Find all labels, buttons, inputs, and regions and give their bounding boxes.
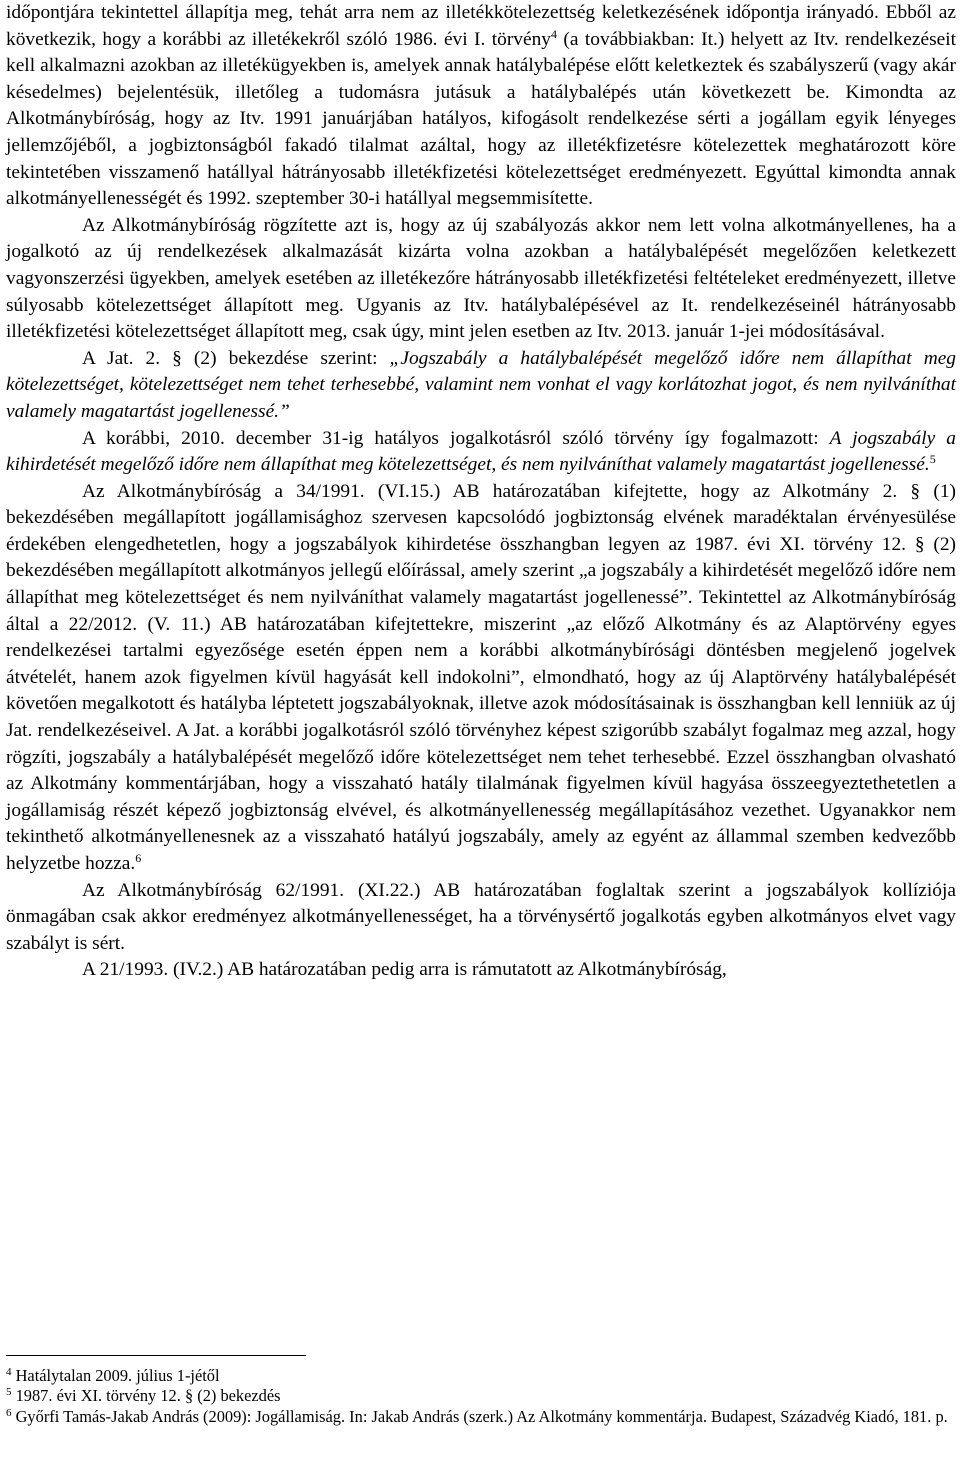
footnote — [6, 1386, 956, 1406]
paragraph — [6, 346, 956, 426]
body-text — [6, 0, 956, 984]
text-run: Az Alkotmánybíróság 62/1991. (XI.22.) AB határozatában foglaltak szerint a jogszabályok kollíziója önmagában csak akkor eredményez alkotmányellenességet, ha a törvénysértő jogalkotás egyben alkotmányos elvet vagy szabályt is sért. — [6, 879, 956, 954]
paragraph — [6, 426, 956, 479]
footnote — [6, 1407, 956, 1427]
footnote-ref: 6 — [135, 851, 142, 865]
footnote-number: 6 — [6, 1406, 12, 1419]
text-run: A 21/1993. (IV.2.) AB határozatában pedig arra is rámutatott az Alkotmánybíróság, — [82, 959, 727, 981]
footnote-number: 5 — [6, 1386, 12, 1399]
text-run: Az Alkotmánybíróság rögzítette azt is, hogy az új szabályozás akkor nem lett volna alkotmányellenes, ha a jogalkotó az új rendelkezések alkalmazását kizárta volna azokban a hatálybalépését megelőzően keletkezett vagyonszerzési ügyekben, amelyek esetében az illetékezőre hátrányosabb illetékfizetési feltételeket eredményezett, illetve súlyosabb kötelezettséget állapított meg. Ugyanis az Itv. hatálybalépésével az It. rendelkezéseinél hátrányosabb illetékfizetési kötelezettséget állapított meg, csak úgy, mint jelen esetben az Itv. 2013. január 1-jei módosításával. — [6, 214, 956, 343]
text-run: A korábbi, 2010. december 31-ig hatályos jogalkotásról szóló törvény így fogalmazott: — [82, 427, 830, 449]
footnote-text: Hatálytalan 2009. július 1-jétől — [11, 1366, 220, 1385]
quote-text: A jogszabály a kihirdetését megelőző időre nem állapíthat meg kötelezettséget, és nem nyilváníthat valamely magatartást jogellenessé. — [6, 427, 956, 476]
quote-text: „Jogszabály a hatálybalépését megelőző időre nem állapíthat meg kötelezettséget, kötelezettséget nem tehet terhesebbé, valamint nem vonhat el vagy korlátozhat jogot, és nem nyilváníthat valamely magatartást jogellenessé.” — [6, 347, 956, 422]
paragraph — [6, 957, 956, 984]
text-run: A Jat. 2. § (2) bekezdése szerint: — [82, 347, 390, 369]
footnote-ref: 4 — [551, 26, 558, 41]
footnote-separator — [6, 1355, 306, 1356]
document-page — [6, 0, 956, 1426]
text-run: Az Alkotmánybíróság a 34/1991. (VI.15.) AB határozatában kifejtette, hogy az Alkotmány 2. § (1) bekezdésében megállapított jogállamisághoz szervesen kapcsolódó jogbiztonság elvének maradéktalan érvényesülése érdekében elengedhetetlen, hogy a jogszabályok kihirdetése összhangban legyen az 1987. évi XI. törvény 12. § (2) bekezdésében megállapított alkotmányos jellegű előírással, amely szerint „a jogszabály a kihirdetését megelőző időre nem állapíthat meg kötelezettséget és nem nyilváníthat valamely magatartást jogellenessé”. Tekintettel az Alkotmánybíróság által a 22/2012. (V. 11.) AB határozatában kifejtettekre, miszerint „az előző Alkotmány és az Alaptörvény egyes rendelkezései tartalmi egyezősége esetén éppen nem a korábbi alkotmánybírósági döntésben megjelenő jogelvek átvételét, hanem azok figyelmen kívül hagyását kell indokolni”, elmondható, hogy az új Alaptörvény hatálybalépését követően megalkotott és hatályba léptetett jogszabályoknak, illetve azok módosításainak is összhangban kell lenniük az új Jat. rendelkezéseivel. A Jat. a korábbi jogalkotásról szóló törvényhez képest szigorúbb szabályt fogalmaz meg azzal, hogy rögzíti, jogszabály a hatálybalépését megelőző időre kötelezettséget nem tehet terhesebbé. Ezzel összhangban olvasható az Alkotmány kommentárjában, hogy a visszaható hatály tilalmának figyelmen kívül hagyása összeegyeztethetetlen a jogállamiság részét képező jogbiztonság elvével, és alkotmányellenesség megállapításához vezethet. Ugyanakkor nem tekinthető alkotmányellenesnek az a visszaható hatályú jogszabály, amely az egyént az állammal szemben kedvezőbb helyzetbe hozza. — [6, 480, 956, 874]
footnote-text: Győrfi Tamás-Jakab András (2009): Jogállamiság. In: Jakab András (szerk.) Az Alkotmány kommentárja. Budapest, Századvég Kiadó, 181. p. — [11, 1406, 948, 1426]
footnote — [6, 1366, 956, 1386]
footnotes — [6, 1366, 956, 1427]
text-run: időpontjára tekintettel állapítja meg, tehát arra nem az illetékkötelezettség keletkezésének időpontja irányadó. Ebből az következik, hogy a korábbi az illetékekről szóló 1986. évi I. törvény — [6, 2, 956, 50]
footnote-ref: 5 — [929, 452, 936, 467]
paragraph — [6, 213, 956, 346]
paragraph — [6, 878, 956, 958]
text-run: (a továbbiakban: It.) helyett az Itv. rendelkezéseit kell alkalmazni azokban az illetékügyekben is, amelyek annak hatálybalépése előtt keletkeztek és szabályszerű (vagy akár késedelmes) bejelentésük, illetőleg a tudomásra jutásuk a hatálybalépés után következett be. Kimondta az Alkotmánybíróság, hogy az Itv. 1991 januárjában hatályos, kifogásolt rendelkezése sérti a jogállam egyik lényeges jellemzőjéből, a jogbiztonságból fakadó tilalmat azáltal, hogy az illetékfizetésre kötelezettek meghatározott köre tekintetében visszamenő hatállyal hátrányosabb illetékfizetési kötelezettséget eredményezett. Egyúttal kimondta annak alkotmányellenességét és 1992. szeptember 30-i hatállyal megsemmisítette. — [6, 28, 956, 210]
paragraph — [6, 479, 956, 878]
footnote-number: 4 — [6, 1366, 12, 1378]
footnote-text: 1987. évi XI. törvény 12. § (2) bekezdés — [11, 1386, 281, 1406]
paragraph — [6, 0, 956, 213]
